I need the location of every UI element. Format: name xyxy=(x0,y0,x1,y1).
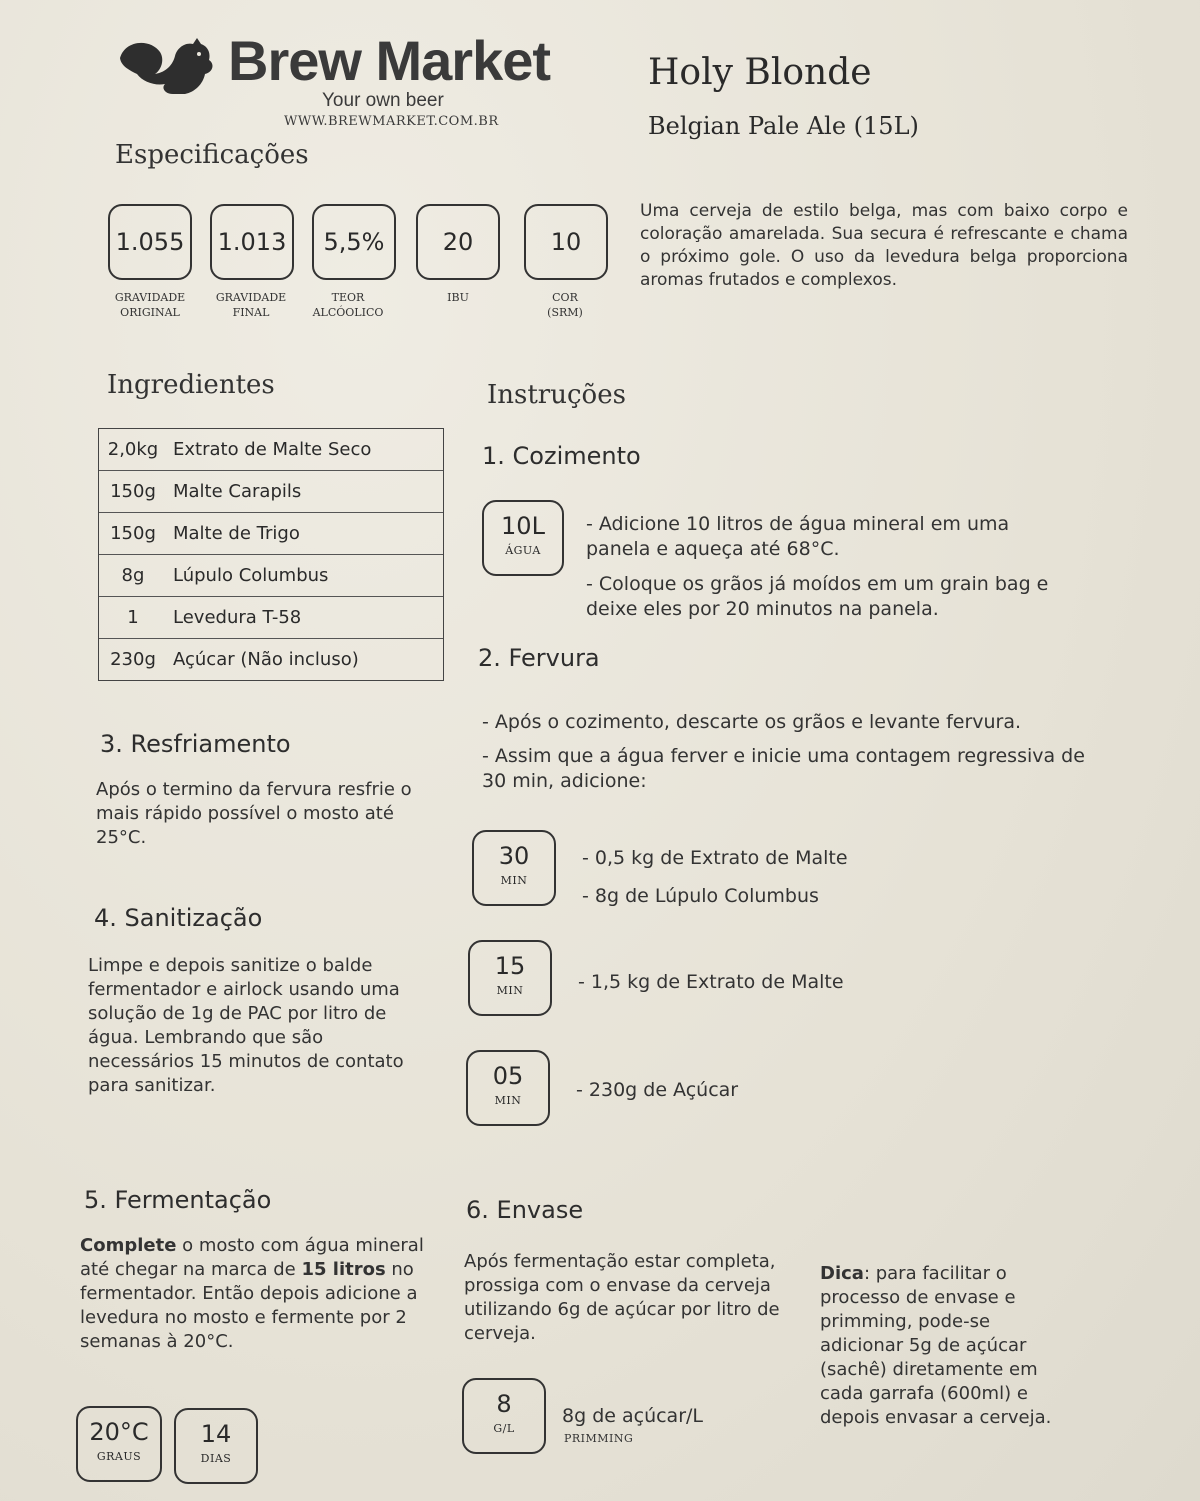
spec-og-value: 1.055 xyxy=(115,228,185,256)
fermentacao-bold-2: 15 litros xyxy=(301,1259,386,1280)
spec-color-label: COR (SRM) xyxy=(547,291,583,319)
spec-og-box xyxy=(108,204,192,280)
sanitizacao-text: Limpe e depois sanitize o balde fermentador e airlock usando uma solução de 1g de PAC por litro de água. Lembrando que são necessários 15 minutos de contato para sanitizar. xyxy=(88,955,404,1096)
addition-05-value: 05 xyxy=(492,1062,524,1090)
specs-title: Especificações xyxy=(115,140,309,170)
days-box xyxy=(174,1408,258,1484)
ingredient-row xyxy=(99,429,443,471)
spec-og-label: GRAVIDADE ORIGINAL xyxy=(114,291,186,319)
ingredient-row xyxy=(99,471,443,513)
ingredients-title: Ingredientes xyxy=(107,370,275,400)
addition-30-value: 30 xyxy=(498,842,530,870)
ingredient-qty: 1 xyxy=(127,607,139,628)
ingredient-row xyxy=(99,555,443,597)
ingredient-qty: 150g xyxy=(110,523,156,544)
ingredient-name: Levedura T-58 xyxy=(173,607,302,628)
spec-ibu-box xyxy=(416,204,500,280)
days-unit: DIAS xyxy=(200,1452,232,1465)
addition-05-unit: MIN xyxy=(494,1094,522,1107)
ingredient-name: Açúcar (Não incluso) xyxy=(173,649,359,670)
beer-name: Holy Blonde xyxy=(648,52,872,93)
water-value: 10L xyxy=(501,512,545,540)
tip-text: : para facilitar o processo de envase e primming, pode-se adicionar 5g de açúcar (sachê) diretamente em cada garrafa (600ml) e depois envasar a cerveja. xyxy=(820,1263,1052,1428)
ingredient-name: Extrato de Malte Seco xyxy=(173,439,372,460)
addition-15-unit: MIN xyxy=(496,984,524,997)
spec-fg-box xyxy=(210,204,294,280)
cozimento-title: 1. Cozimento xyxy=(482,442,641,470)
spec-color-box xyxy=(524,204,608,280)
brand-name: Brew Market xyxy=(228,29,551,92)
addition-30-item-1: - 0,5 kg de Extrato de Malte xyxy=(582,847,848,869)
water-box xyxy=(482,500,564,576)
fermentacao-text xyxy=(80,1234,425,1354)
addition-05-box xyxy=(466,1050,550,1126)
fervura-step-1: - Após o cozimento, descarte os grãos e levante fervura. xyxy=(482,711,1022,733)
addition-15-box xyxy=(468,940,552,1016)
ingredient-row xyxy=(99,597,443,639)
sanitizacao-title: 4. Sanitização xyxy=(94,904,263,932)
ingredient-name: Malte de Trigo xyxy=(173,523,300,544)
fermentacao-text-2: no fermentador. Então depois adicione a levedura no mosto e fermente por 2 semanas à 20°C. xyxy=(80,1259,418,1352)
ingredient-name: Lúpulo Columbus xyxy=(173,565,329,586)
tip-bold: Dica xyxy=(820,1263,864,1284)
envase-text: Após fermentação estar completa, prossiga com o envase da cerveja utilizando 6g de açúcar por litro de cerveja. xyxy=(464,1251,780,1344)
priming-unit: G/L xyxy=(493,1422,515,1435)
days-value: 14 xyxy=(200,1420,232,1448)
spec-ibu-label: IBU xyxy=(447,291,469,304)
beer-style: Belgian Pale Ale (15L) xyxy=(648,112,919,140)
fervura-step-2: - Assim que a água ferver e inicie uma contagem regressiva de 30 min, adicione: xyxy=(482,745,1085,792)
spec-abv-value: 5,5% xyxy=(323,228,385,256)
squirrel-icon xyxy=(115,30,225,100)
temp-unit: GRAUS xyxy=(96,1450,142,1463)
priming-label: PRIMMING xyxy=(564,1432,634,1445)
addition-30-item-2: - 8g de Lúpulo Columbus xyxy=(582,885,819,907)
beer-description: Uma cerveja de estilo belga, mas com baixo corpo e coloração amarelada. Sua secura é refrescante e chama o próximo gole. O uso da levedura belga proporciona aromas frutados e complexos. xyxy=(640,201,1128,290)
cozimento-step-2: - Coloque os grãos já moídos em um grain bag e deixe eles por 20 minutos na panela. xyxy=(586,573,1049,620)
priming-text: 8g de açúcar/L xyxy=(562,1405,703,1427)
priming-value: 8 xyxy=(496,1390,512,1418)
ingredient-row xyxy=(99,639,443,680)
ingredients-table xyxy=(98,428,444,681)
addition-30-box xyxy=(472,830,556,906)
priming-box xyxy=(462,1378,546,1454)
fermentacao-text-1: o mosto com água mineral até chegar na marca de xyxy=(80,1235,424,1280)
addition-30-unit: MIN xyxy=(500,874,528,887)
ingredient-qty: 150g xyxy=(110,481,156,502)
ingredient-row xyxy=(99,513,443,555)
fermentacao-title: 5. Fermentação xyxy=(84,1186,272,1214)
temp-box xyxy=(76,1406,162,1482)
brand-website: WWW.BREWMARKET.COM.BR xyxy=(284,114,499,129)
spec-abv-label: TEOR ALCÓOLICO xyxy=(312,291,384,319)
spec-fg-label: GRAVIDADE FINAL xyxy=(215,291,287,319)
water-label: ÁGUA xyxy=(505,544,541,557)
spec-ibu-value: 20 xyxy=(442,228,474,256)
brand-tagline: Your own beer xyxy=(322,90,444,111)
ingredient-qty: 8g xyxy=(121,565,145,586)
cozimento-step-1: - Adicione 10 litros de água mineral em uma panela e aqueça até 68°C. xyxy=(586,513,1010,560)
ingredient-qty: 2,0kg xyxy=(107,439,159,460)
addition-05-item-1: - 230g de Açúcar xyxy=(576,1079,739,1101)
spec-abv-box xyxy=(312,204,396,280)
addition-15-item-1: - 1,5 kg de Extrato de Malte xyxy=(578,971,844,993)
spec-color-value: 10 xyxy=(550,228,582,256)
temp-value: 20°C xyxy=(89,1418,149,1446)
spec-fg-value: 1.013 xyxy=(217,228,287,256)
fermentacao-bold-1: Complete xyxy=(80,1235,177,1256)
ingredient-qty: 230g xyxy=(110,649,156,670)
fervura-title: 2. Fervura xyxy=(478,644,600,672)
addition-15-value: 15 xyxy=(494,952,526,980)
envase-title: 6. Envase xyxy=(466,1196,584,1224)
envase-tip xyxy=(820,1262,1070,1430)
ingredient-name: Malte Carapils xyxy=(173,481,302,502)
resfriamento-title: 3. Resfriamento xyxy=(100,730,291,758)
instructions-title: Instruções xyxy=(487,380,626,410)
resfriamento-text: Após o termino da fervura resfrie o mais rápido possível o mosto até 25°C. xyxy=(96,779,412,848)
